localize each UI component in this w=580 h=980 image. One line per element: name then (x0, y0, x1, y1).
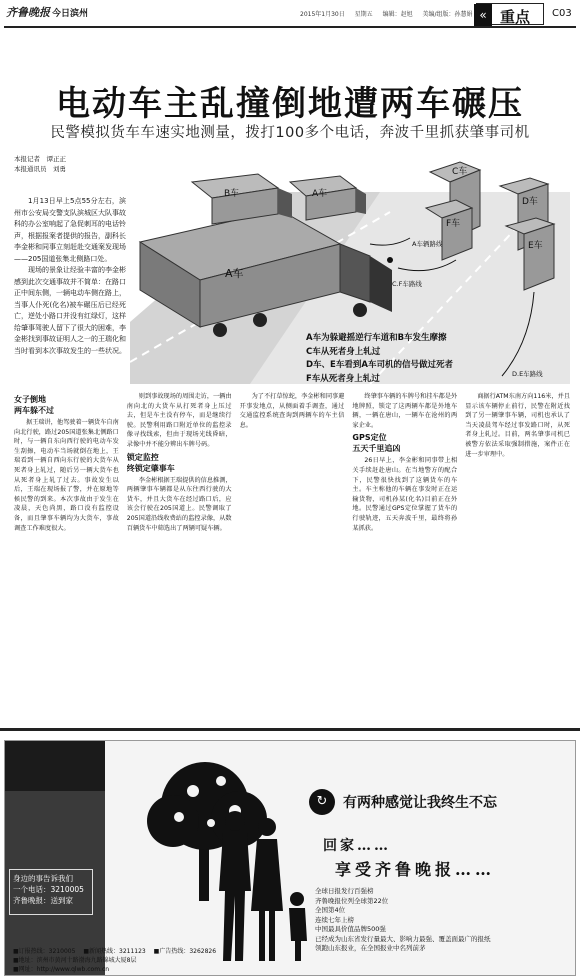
ad-slogan: 有两种感觉让我终生不忘 (343, 795, 497, 811)
ad-hotline: ■广告热线：3262826 (153, 948, 217, 955)
ad-stamp (9, 869, 93, 915)
column-text: 商据行ATM东南方向116米，并且显示该车辆停止前行，民警在附近找到了另一辆肇事车辆，司机也承认了当天凌晨驾车经过事发路口时，从死者身上轧过。目前，两名肇事司机已被警方依法采取强制措施，案件正在进一步审理中。 (465, 393, 570, 458)
route-label-de: D.E车路线 (512, 370, 543, 378)
intro-paragraphs (14, 196, 126, 382)
page-number: C03 (552, 8, 572, 19)
reporter-credit: 本报记者 谭正正 (14, 155, 66, 163)
article-column-2 (127, 392, 232, 722)
ad-dark-band (5, 741, 105, 791)
section-subtitle: 锁定监控 终锁定肇事车 (126, 452, 175, 473)
column-text: 终肇事车辆的车牌号和挂车都是外地牌照，锁定了这两辆车都是外地车辆，一辆在唐山，一辆车在沧州的两家企业。 (352, 393, 458, 429)
header-rule (4, 26, 576, 28)
victim-marker (387, 257, 393, 263)
ad-fact: 齐鲁晚报位列全球第22位 (315, 896, 389, 905)
logo-text: 齐鲁晚报 (6, 6, 50, 19)
ad-home-line: 回家…… (323, 838, 391, 854)
section-subtitle: GPS定位 五天千里追凶 (352, 433, 401, 454)
page-header (0, 0, 580, 28)
intro-paragraph: 现场的景象让经验丰富的李金彬感到此次交通事故并不简单：在路口正中间东侧，一辆电动车侧在路上，当事人仆死(化名)被车碾压后已经死亡，逆处小路口并没有红绿灯，这样给肇事驾驶人留下了很大的困难，李金彬找到事故证明人之一的王瑞化和当时看到本次事故发生的一些状况。 (14, 266, 126, 355)
article-column-1 (14, 392, 119, 722)
truck-e-label: E车 (528, 241, 543, 251)
ad-enjoy-line: 享受齐鲁晚报…… (335, 860, 496, 879)
family-silhouette-icon (205, 801, 315, 971)
truck-c-label: C车 (452, 167, 468, 177)
intro-paragraph: 1月13日早上5点55分左右，滨州市公安局交警支队滨城区大队事故科的办公室响起了急促刺耳的电话铃声，根据报案者提供的报告，副科长李金彬和同事立刻赶赴交通案发现场——205国道张集北侧路口处。 (14, 197, 126, 263)
truck-f-label: F车 (446, 219, 461, 229)
ad-fact: 已经成为山东省发行量最大、影响力最强、覆盖面最广的报纸 (315, 934, 491, 943)
route-label-a: A车辆路线 (412, 240, 443, 248)
editor-credit: 编辑：赵旭 (382, 11, 413, 18)
ad-fact: 领跑山东报业，在全国报业中名列前茅 (315, 944, 426, 952)
byline (14, 154, 124, 174)
column-text: 为了不打草惊蛇，李金彬和同事避开事发地点，从侧面着手调查，通过交通监控系统查询到两辆车的车主信息。 (239, 393, 345, 429)
article-column-5 (465, 392, 570, 722)
section-subtitle: 女子倒地 两车躲不过 (14, 395, 54, 415)
ad-contact-info (13, 947, 303, 974)
edition-name: 今日滨州 (52, 9, 89, 19)
designer-credit: 美编/组版：孙慧娟 (422, 11, 473, 18)
section-name: 重点 (500, 8, 531, 26)
illustration-legend (306, 332, 453, 386)
headline: 电动车主乱撞倒地遭两车碾压 (56, 84, 524, 124)
stamp-line: 身边的事告诉我们 (13, 874, 73, 883)
section-tab (476, 3, 544, 25)
legend-item: D车、E车看到A车司机的信号做过死者 (306, 360, 453, 370)
legend-item: F车从死者身上轧过 (306, 373, 380, 384)
issue-weekday: 星期五 (354, 11, 373, 18)
news-hotline: ■新闻热线：3211123 (83, 948, 146, 955)
subheadline: 民警模拟货车车速实地测量，拨打100多个电话，奔波千里抓获肇事司机 (50, 125, 530, 141)
double-chevron-icon: « (474, 4, 492, 26)
article-body (14, 392, 570, 722)
article-column-3 (240, 392, 345, 722)
ad-fact: 连续七年上榜 (315, 915, 354, 924)
ad-slogan-box (305, 785, 575, 819)
truck-a-label: A车 (225, 267, 244, 280)
correspondent-credit: 本报通讯员 刘勇 (14, 165, 66, 173)
truck-a-small-label: A车 (312, 189, 328, 199)
reload-circle-icon: ↻ (309, 789, 335, 815)
advertisement (4, 740, 576, 976)
ad-fact: 中国最具价值品牌500强 (315, 925, 386, 933)
newspaper-logo (6, 4, 88, 20)
ad-fact: 全国第4位 (315, 906, 346, 914)
article-column-4 (352, 392, 457, 722)
issue-meta (300, 9, 481, 18)
legend-item: C车从死者身上轧过 (306, 346, 381, 357)
subscription-hotline: ■订报热线：3210005 (13, 948, 76, 955)
legend-item: A车为躲避摇逆行车道和B车发生摩擦 (306, 333, 447, 343)
column-text: 李金彬根据王瑞提供的信息推测，两辆肇事车辆都是从东往西行驶的大货车，并且大货车在经过路口后，应该会行驶在205国道上。民警调取了205国道沿线收费站的监控录像，从数百辆货车中筛选出了两辆可疑车辆。 (126, 476, 232, 532)
stamp-line: 齐鲁晚报：送到家 (13, 896, 73, 905)
website: ■网址：http://www.qlwb.com.cn (13, 966, 110, 973)
column-text: 据王瑞讲，他驾驶着一辆货车自南向北行驶，路过205国道张集北侧路口时，与一辆自东向西行驶的电动车发生刮擦，电动车当场就倒在地上，王瑞看到一辆自西向东行驶的大货车从死者身上轧过，随后另一辆大货车也从死者身上轧了过去。事故发生以后，王瑞在现场报了警，并在原地等候民警的到来。本次事故由于发生在凌晨，天色尚黑，路口没有监控设备，而且肇事车辆均为大货车，事故调查工作难度很大。 (14, 419, 119, 532)
column-text: 26日早上，李金彬和同事带上相关手续赶赴唐山。在当地警方的配合下，民警很快找到了这辆货车的车主。车主称他的车辆在事发时正在运输货物，司机孙某(化名)目前正在外地。民警通过GPS定位掌握了货车的行驶轨迹，五天奔波千里，最终将孙某抓获。 (352, 457, 458, 532)
route-label-cf: C.F车路线 (392, 280, 422, 288)
ad-facts (315, 887, 491, 954)
ad-dark-panel (5, 741, 105, 976)
ad-divider (0, 728, 580, 731)
issue-date: 2015年1月30日 (300, 11, 345, 18)
truck-d-label: D车 (522, 197, 538, 207)
ad-fact: 全球日报发行百强榜 (315, 887, 374, 895)
truck-b-label: B车 (224, 189, 240, 199)
address: ■地址：滨州市黄河十路渤海九路锦城大厦8层 (13, 957, 137, 964)
stamp-line: 一个电话：3210005 (13, 885, 84, 894)
column-text: 则到事故现场的周围走访，一辆由南向北的大货车从打死者身上压过去，但是车主没有停车，而是继续行驶。民警利用路口附近单位的监控录像寻找线索，但由于现场光线昏暗，录像中并不能分辨出车牌号码。 (126, 393, 232, 448)
